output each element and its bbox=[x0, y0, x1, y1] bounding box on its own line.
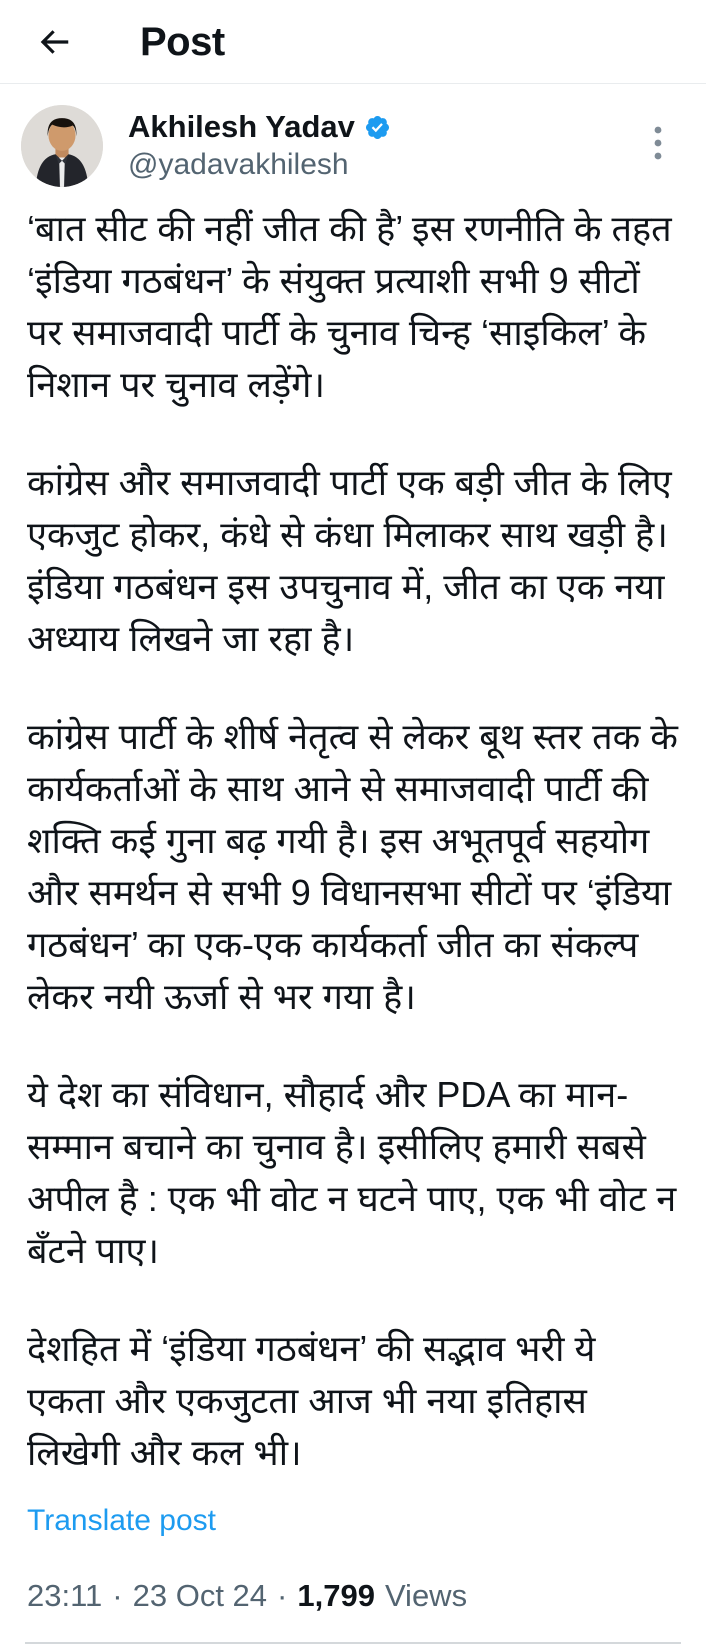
back-button[interactable] bbox=[30, 18, 78, 66]
post-paragraph: कांग्रेस पार्टी के शीर्ष नेतृत्व से लेकर बूथ स्तर तक के कार्यकर्ताओं के साथ आने से समाजवादी पार्टी की शक्ति कई गुना बढ़ गयी है। इस अभूतपूर्व सहयोग और समर्थन से सभी 9 विधानसभा सीटों पर ‘इंडिया गठबंधन’ का एक-एक कार्यकर्ता जीत का संकल्प लेकर नयी ऊर्जा से भर गया है। bbox=[27, 716, 678, 1017]
profile-photo bbox=[21, 105, 103, 187]
page-title: Post bbox=[140, 19, 225, 64]
post-date: 23 Oct 24 bbox=[132, 1578, 268, 1613]
post-time: 23:11 bbox=[27, 1578, 103, 1613]
name-row bbox=[128, 110, 638, 144]
verified-badge-icon bbox=[364, 114, 391, 141]
post-paragraph: देशहित में ‘इंडिया गठबंधन’ की सद्भाव भरी ये एकता और एकजुटता आज भी नया इतिहास लिखेगी और कल भी। bbox=[27, 1328, 596, 1473]
post-paragraph: ‘बात सीट की नहीं जीत की है’ इस रणनीति के तहत ‘इंडिया गठबंधन’ के संयुक्त प्रत्याशी सभी 9 सीटों पर समाजवादी पार्टी के चुनाव चिन्ह ‘साइकिल’ के निशान पर चुनाव लड़ेंगे। bbox=[27, 208, 672, 405]
post-paragraph: कांग्रेस और समाजवादी पार्टी एक बड़ी जीत के लिए एकजुट होकर, कंधे से कंधा मिलाकर साथ खड़ी है। इंडिया गठबंधन इस उपचुनाव में, जीत का एक नया अध्याय लिखने जा रहा है। bbox=[27, 462, 672, 659]
author-row bbox=[0, 84, 706, 187]
more-options-icon bbox=[653, 125, 663, 161]
top-bar bbox=[0, 0, 706, 84]
post-detail bbox=[0, 84, 706, 1644]
author-info bbox=[128, 105, 638, 182]
more-options-button[interactable] bbox=[638, 119, 678, 167]
translate-post-link[interactable]: Translate post bbox=[27, 1504, 216, 1537]
views-count: 1,799 bbox=[297, 1578, 375, 1613]
author-handle[interactable]: @yadavakhilesh bbox=[128, 148, 349, 181]
author-name[interactable]: Akhilesh Yadav bbox=[128, 109, 355, 144]
views-label: Views bbox=[384, 1578, 468, 1613]
meta-separator: · bbox=[112, 1578, 123, 1613]
meta-separator: · bbox=[277, 1578, 288, 1613]
post-text bbox=[0, 203, 706, 1479]
avatar[interactable] bbox=[21, 105, 103, 187]
back-arrow-icon bbox=[35, 23, 73, 61]
post-meta bbox=[0, 1577, 706, 1615]
post-paragraph: ये देश का संविधान, सौहार्द और PDA का मान-सम्मान बचाने का चुनाव है। इसीलिए हमारी सबसे अपील है : एक भी वोट न घटने पाए, एक भी वोट न बँटने पाए। bbox=[27, 1074, 677, 1271]
